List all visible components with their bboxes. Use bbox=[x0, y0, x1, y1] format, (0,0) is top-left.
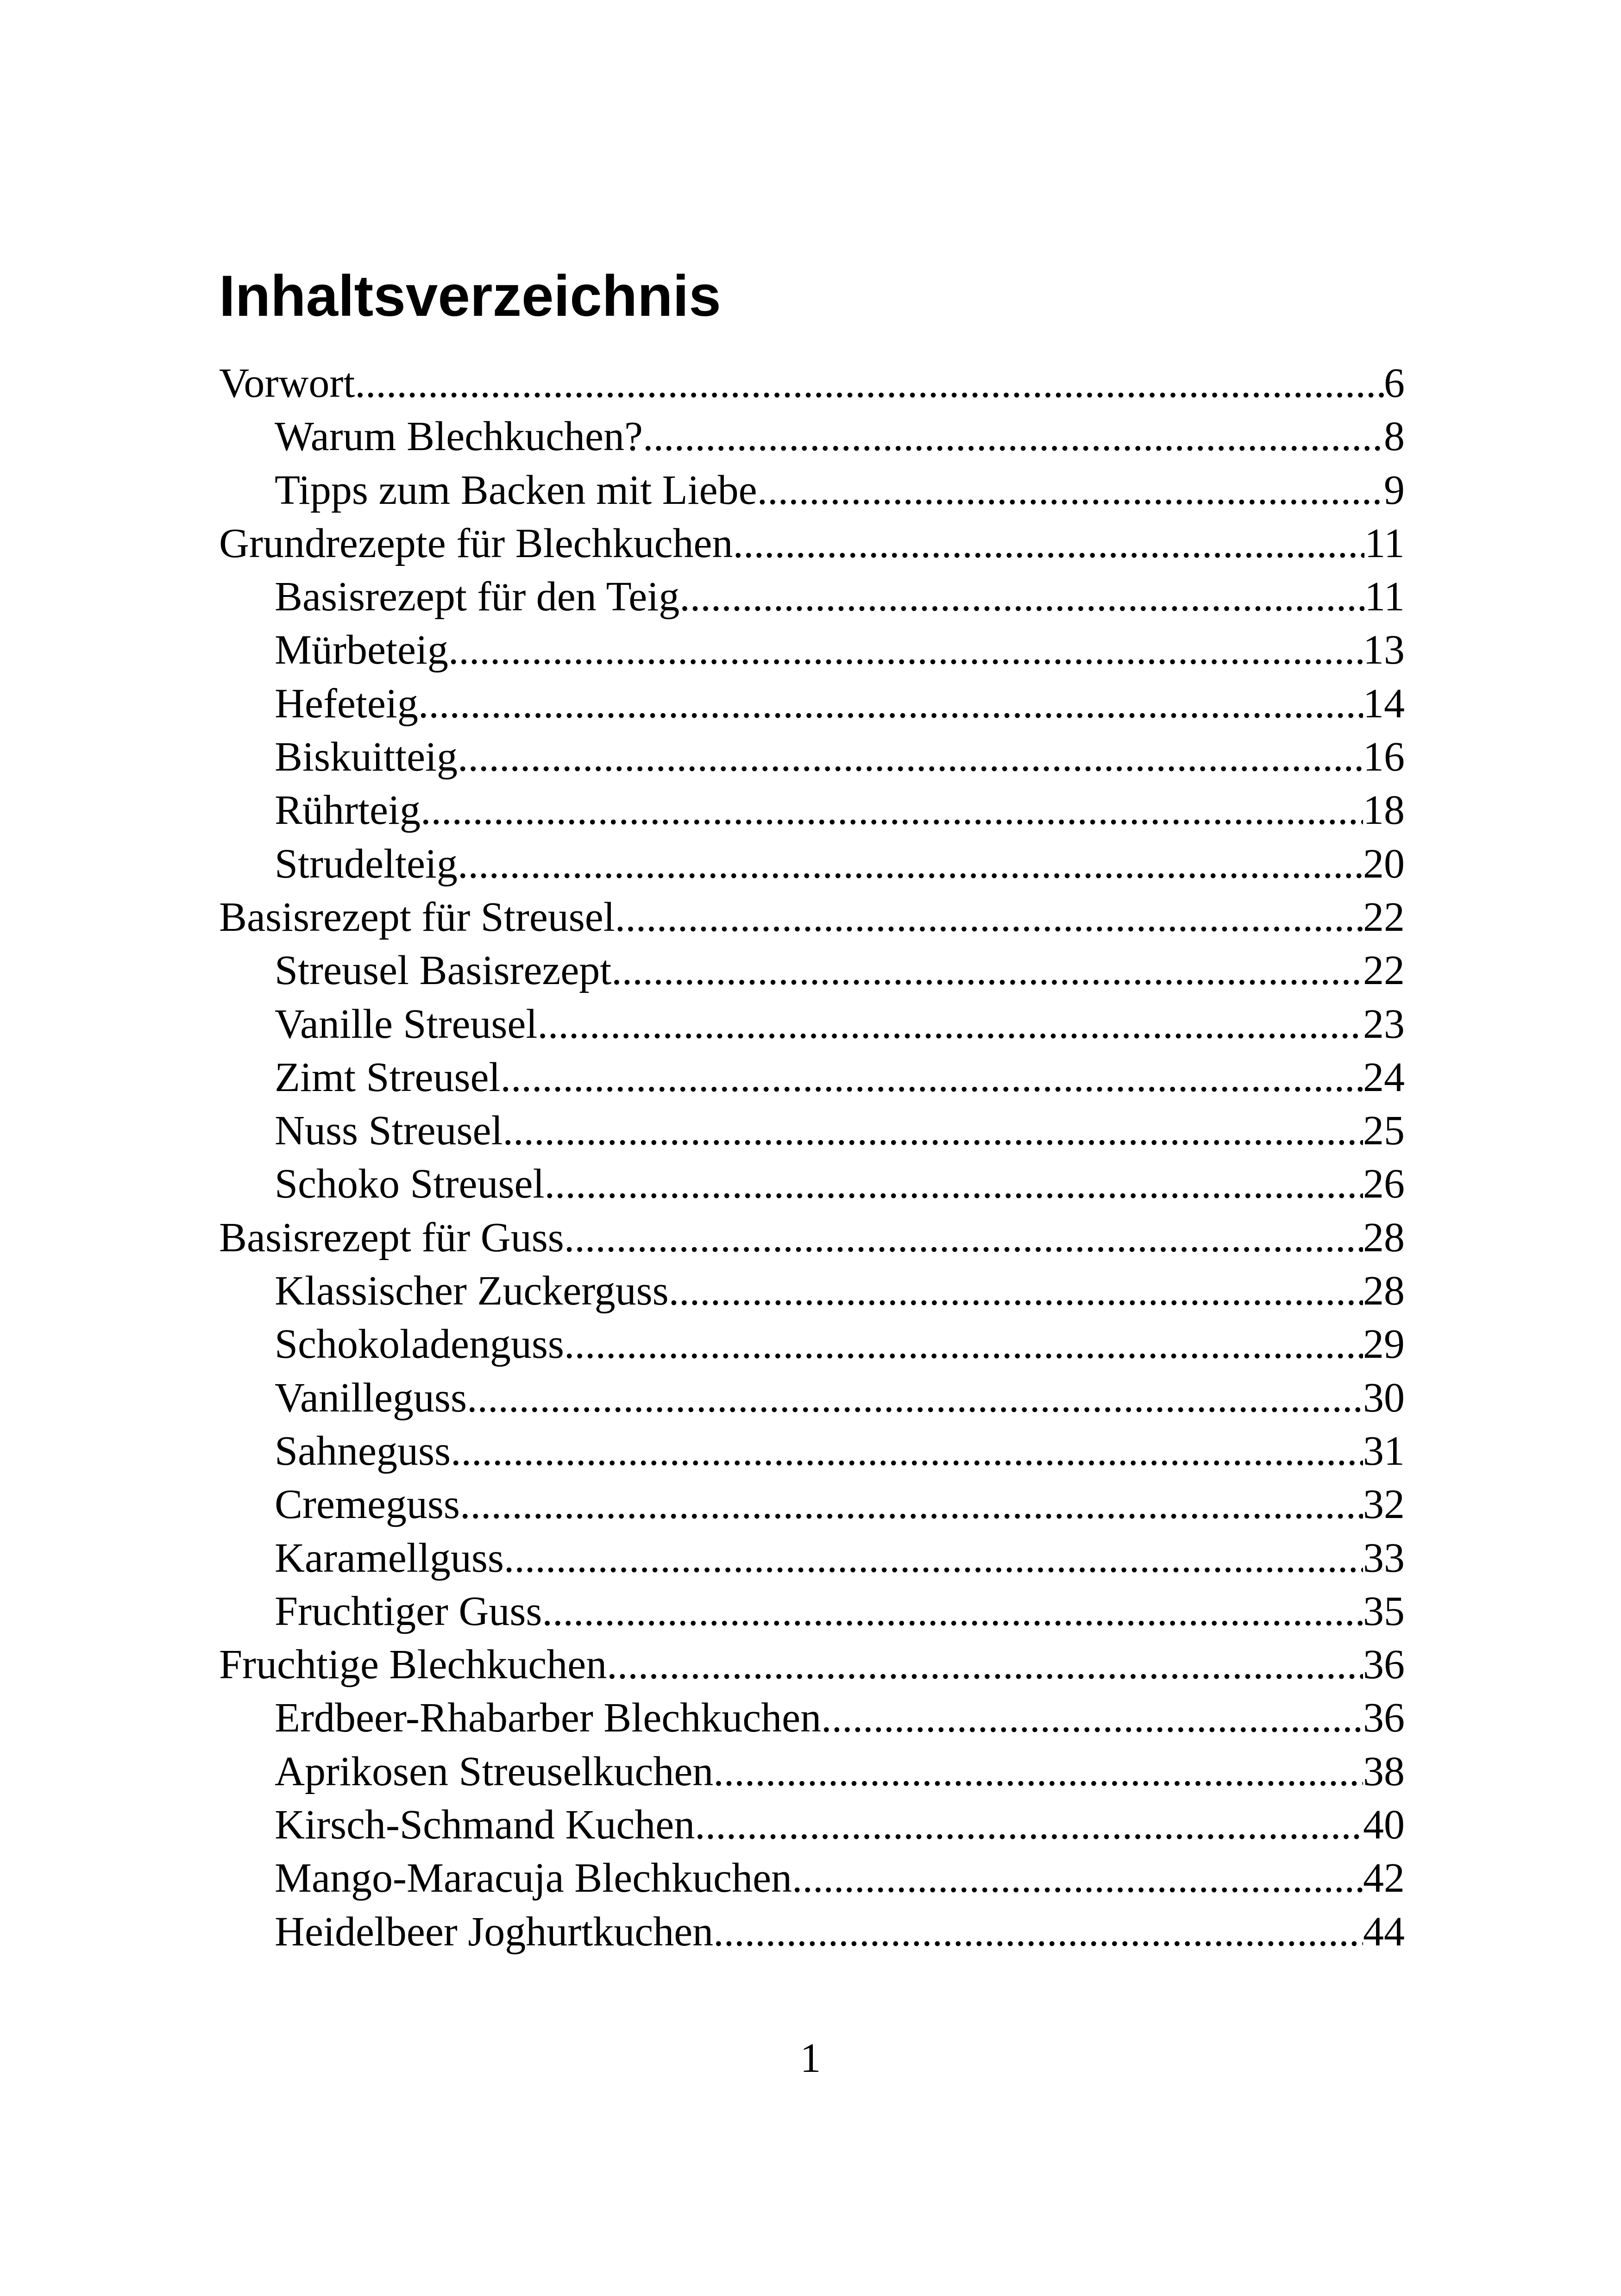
toc-section-entry[interactable] bbox=[219, 730, 1405, 784]
toc-entry-label: Heidelbeer Joghurtkuchen bbox=[275, 1908, 714, 1955]
toc-section-entry[interactable] bbox=[219, 1585, 1405, 1638]
toc-entry-page-number: 35 bbox=[1363, 1588, 1405, 1634]
toc-chapter-entry[interactable] bbox=[219, 1211, 1405, 1264]
toc-entry-label: Aprikosen Streuselkuchen bbox=[275, 1748, 714, 1794]
toc-entry-page-number: 33 bbox=[1363, 1535, 1405, 1581]
toc-entry-page-number: 31 bbox=[1363, 1428, 1405, 1474]
toc-entry-page-number: 11 bbox=[1364, 520, 1405, 566]
toc-section-entry[interactable] bbox=[219, 464, 1405, 517]
toc-dot-leader bbox=[458, 730, 1363, 784]
toc-entry-page-number: 6 bbox=[1384, 360, 1405, 406]
toc-entry-label: Vanille Streusel bbox=[275, 1001, 538, 1047]
toc-dot-leader bbox=[460, 1478, 1363, 1531]
toc-section-entry[interactable] bbox=[219, 1104, 1405, 1157]
toc-entry-page-number: 16 bbox=[1363, 734, 1405, 780]
toc-dot-leader bbox=[418, 677, 1363, 730]
toc-dot-leader bbox=[643, 410, 1384, 463]
toc-entry-label: Schokoladenguss bbox=[275, 1321, 564, 1368]
toc-entry-label: Vanilleguss bbox=[275, 1374, 467, 1421]
toc-entry-label: Mürbeteig bbox=[275, 627, 448, 673]
toc-entry-label: Karamellguss bbox=[275, 1535, 504, 1581]
toc-entry-page-number: 18 bbox=[1363, 787, 1405, 834]
toc-entry-label: Basisrezept für Guss bbox=[219, 1214, 564, 1261]
toc-dot-leader bbox=[503, 1104, 1363, 1157]
toc-section-entry[interactable] bbox=[219, 1317, 1405, 1371]
toc-dot-leader bbox=[542, 1585, 1363, 1638]
toc-dot-leader bbox=[713, 1905, 1363, 1958]
toc-entry-page-number: 36 bbox=[1363, 1695, 1405, 1741]
toc-dot-leader bbox=[355, 357, 1384, 410]
toc-entry-page-number: 14 bbox=[1363, 680, 1405, 727]
toc-entry-page-number: 38 bbox=[1363, 1748, 1405, 1794]
toc-entry-page-number: 20 bbox=[1363, 841, 1405, 887]
toc-section-entry[interactable] bbox=[219, 623, 1405, 677]
toc-entry-page-number: 26 bbox=[1363, 1161, 1405, 1207]
toc-section-entry[interactable] bbox=[219, 997, 1405, 1051]
toc-dot-leader bbox=[733, 517, 1365, 570]
toc-entry-label: Schoko Streusel bbox=[275, 1161, 545, 1207]
toc-entry-page-number: 13 bbox=[1363, 627, 1405, 673]
toc-dot-leader bbox=[467, 1371, 1363, 1424]
toc-entry-label: Strudelteig bbox=[275, 841, 458, 887]
toc-dot-leader bbox=[713, 1745, 1363, 1798]
toc-section-entry[interactable] bbox=[219, 1691, 1405, 1744]
toc-dot-leader bbox=[792, 1851, 1363, 1905]
toc-section-entry[interactable] bbox=[219, 1264, 1405, 1317]
toc-entry-label: Vorwort bbox=[219, 360, 355, 406]
toc-entry-label: Fruchtiger Guss bbox=[275, 1588, 542, 1634]
toc-entry-label: Basisrezept für den Teig bbox=[275, 574, 680, 620]
toc-dot-leader bbox=[615, 891, 1363, 944]
toc-dot-leader bbox=[757, 464, 1384, 517]
toc-entry-page-number: 36 bbox=[1363, 1642, 1405, 1688]
toc-section-entry[interactable] bbox=[219, 1157, 1405, 1211]
toc-section-entry[interactable] bbox=[219, 1905, 1405, 1958]
toc-chapter-entry[interactable] bbox=[219, 891, 1405, 944]
toc-dot-leader bbox=[504, 1531, 1363, 1585]
toc-entry-label: Erdbeer-Rhabarber Blechkuchen bbox=[275, 1695, 822, 1741]
toc-dot-leader bbox=[679, 570, 1364, 623]
toc-section-entry[interactable] bbox=[219, 570, 1405, 623]
page-number: 1 bbox=[800, 2035, 821, 2081]
toc-entry-page-number: 22 bbox=[1363, 947, 1405, 994]
toc-entry-page-number: 11 bbox=[1364, 574, 1405, 620]
toc-chapter-entry[interactable] bbox=[219, 1638, 1405, 1691]
toc-dot-leader bbox=[448, 623, 1363, 677]
toc-section-entry[interactable] bbox=[219, 1371, 1405, 1424]
toc-section-entry[interactable] bbox=[219, 784, 1405, 837]
toc-section-entry[interactable] bbox=[219, 1798, 1405, 1851]
toc-entry-page-number: 30 bbox=[1363, 1374, 1405, 1421]
toc-chapter-entry[interactable] bbox=[219, 357, 1405, 410]
toc-entry-label: Nuss Streusel bbox=[275, 1108, 503, 1154]
toc-dot-leader bbox=[544, 1157, 1363, 1211]
toc-dot-leader bbox=[821, 1691, 1363, 1744]
toc-section-entry[interactable] bbox=[219, 1851, 1405, 1905]
toc-entry-page-number: 23 bbox=[1363, 1001, 1405, 1047]
toc-entry-label: Streusel Basisrezept bbox=[275, 947, 612, 994]
toc-entry-label: Warum Blechkuchen? bbox=[275, 414, 643, 460]
toc-entry-label: Zimt Streusel bbox=[275, 1054, 501, 1100]
toc-entry-label: Mango-Maracuja Blechkuchen bbox=[275, 1855, 792, 1901]
toc-dot-leader bbox=[669, 1264, 1363, 1317]
toc-entry-page-number: 29 bbox=[1363, 1321, 1405, 1368]
toc-entry-page-number: 8 bbox=[1384, 414, 1405, 460]
toc-dot-leader bbox=[421, 784, 1363, 837]
toc-entry-label: Rührteig bbox=[275, 787, 421, 834]
toc-dot-leader bbox=[607, 1638, 1363, 1691]
toc-entry-label: Fruchtige Blechkuchen bbox=[219, 1642, 607, 1688]
toc-section-entry[interactable] bbox=[219, 1051, 1405, 1104]
toc-entry-label: Kirsch-Schmand Kuchen bbox=[275, 1802, 695, 1848]
toc-entry-label: Biskuitteig bbox=[275, 734, 458, 780]
toc-dot-leader bbox=[564, 1211, 1363, 1264]
toc-entry-page-number: 44 bbox=[1363, 1908, 1405, 1955]
toc-chapter-entry[interactable] bbox=[219, 517, 1405, 570]
toc-section-entry[interactable] bbox=[219, 1478, 1405, 1531]
toc-section-entry[interactable] bbox=[219, 837, 1405, 891]
toc-dot-leader bbox=[537, 997, 1363, 1051]
toc-section-entry[interactable] bbox=[219, 1424, 1405, 1478]
toc-entry-page-number: 24 bbox=[1363, 1054, 1405, 1100]
toc-entry-label: Tipps zum Backen mit Liebe bbox=[275, 467, 757, 513]
page-title: Inhaltsverzeichnis bbox=[219, 264, 721, 328]
toc-entry-page-number: 9 bbox=[1384, 467, 1405, 513]
toc-entry-label: Cremeguss bbox=[275, 1481, 460, 1528]
toc-dot-leader bbox=[458, 837, 1363, 891]
toc-dot-leader bbox=[695, 1798, 1363, 1851]
toc-entry-page-number: 28 bbox=[1363, 1268, 1405, 1314]
toc-entry-label: Klassischer Zuckerguss bbox=[275, 1268, 669, 1314]
toc-dot-leader bbox=[451, 1424, 1363, 1478]
toc-entry-page-number: 42 bbox=[1363, 1855, 1405, 1901]
toc-entry-label: Sahneguss bbox=[275, 1428, 451, 1474]
toc-section-entry[interactable] bbox=[219, 944, 1405, 997]
toc-section-entry[interactable] bbox=[219, 410, 1405, 463]
table-of-contents bbox=[219, 357, 1405, 1958]
toc-entry-page-number: 28 bbox=[1363, 1214, 1405, 1261]
toc-dot-leader bbox=[500, 1051, 1363, 1104]
toc-section-entry[interactable] bbox=[219, 677, 1405, 730]
toc-entry-page-number: 25 bbox=[1363, 1108, 1405, 1154]
toc-entry-label: Basisrezept für Streusel bbox=[219, 894, 615, 940]
toc-entry-label: Hefeteig bbox=[275, 680, 418, 727]
toc-entry-page-number: 40 bbox=[1363, 1802, 1405, 1848]
toc-entry-page-number: 32 bbox=[1363, 1481, 1405, 1528]
toc-dot-leader bbox=[564, 1317, 1363, 1371]
toc-entry-label: Grundrezepte für Blechkuchen bbox=[219, 520, 733, 566]
toc-dot-leader bbox=[611, 944, 1363, 997]
toc-entry-page-number: 22 bbox=[1363, 894, 1405, 940]
toc-section-entry[interactable] bbox=[219, 1531, 1405, 1585]
toc-section-entry[interactable] bbox=[219, 1745, 1405, 1798]
